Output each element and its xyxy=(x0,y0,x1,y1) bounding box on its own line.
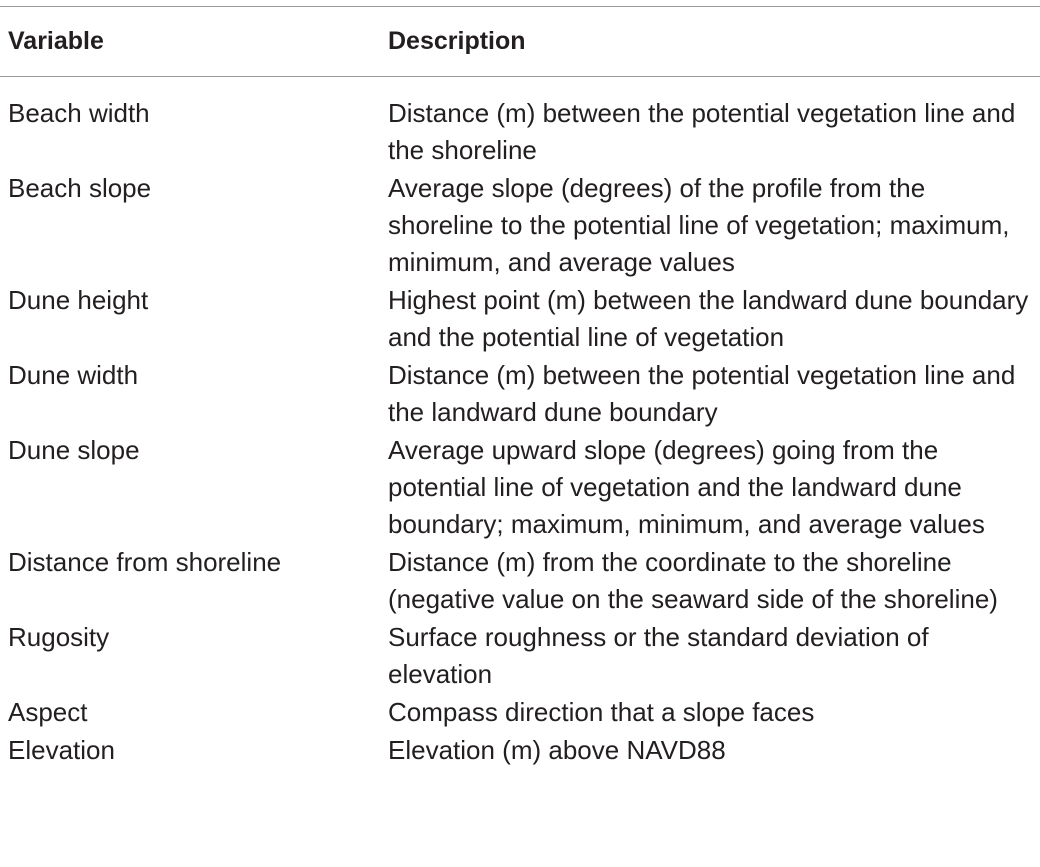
table-row xyxy=(0,282,1040,357)
description-cell: Compass direction that a slope faces xyxy=(388,697,815,727)
variable-cell: Dune slope xyxy=(8,435,140,465)
description-cell: Distance (m) between the potential vegetation line and the shoreline xyxy=(388,98,1016,165)
description-cell: Average upward slope (degrees) going from the potential line of vegetation and the landward dune boundary; maximum, minimum, and average values xyxy=(388,435,985,539)
description-cell: Elevation (m) above NAVD88 xyxy=(388,735,726,765)
header-variable: Variable xyxy=(8,27,104,55)
table-row xyxy=(0,432,1040,544)
variable-cell: Beach width xyxy=(8,98,150,128)
variable-cell: Aspect xyxy=(8,697,88,727)
description-cell: Surface roughness or the standard deviation of elevation xyxy=(388,622,929,689)
variables-table xyxy=(0,6,1040,770)
variable-cell: Elevation xyxy=(8,735,115,765)
description-cell: Distance (m) from the coordinate to the shoreline (negative value on the seaward side of the shoreline) xyxy=(388,547,998,614)
description-cell: Highest point (m) between the landward dune boundary and the potential line of vegetation xyxy=(388,285,1029,352)
table-row xyxy=(0,357,1040,432)
description-cell: Average slope (degrees) of the profile from the shoreline to the potential line of vegetation; maximum, minimum, and average values xyxy=(388,173,1010,277)
variable-cell: Distance from shoreline xyxy=(8,547,282,577)
table-row xyxy=(0,732,1040,770)
table-row xyxy=(0,544,1040,619)
description-cell: Distance (m) between the potential vegetation line and the landward dune boundary xyxy=(388,360,1016,427)
table-body xyxy=(0,77,1040,771)
variable-cell: Rugosity xyxy=(8,622,110,652)
variable-cell: Dune width xyxy=(8,360,139,390)
header-row xyxy=(0,7,1040,77)
table-row xyxy=(0,77,1040,171)
variable-cell: Dune height xyxy=(8,285,149,315)
table-header xyxy=(0,7,1040,77)
table-row xyxy=(0,170,1040,282)
table-row xyxy=(0,619,1040,694)
header-description: Description xyxy=(388,27,526,55)
table-row xyxy=(0,694,1040,732)
variable-cell: Beach slope xyxy=(8,173,152,203)
